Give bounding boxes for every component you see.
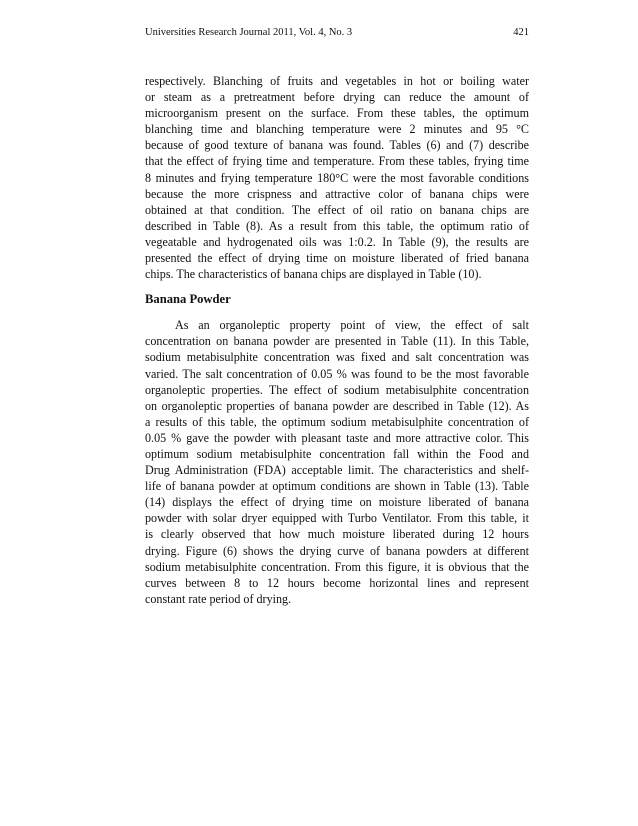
paragraph-line: As an organoleptic property point of view, the effect of salt [175, 318, 529, 333]
paragraph-line: curves between 8 to 12 hours become horizontal lines and represent [145, 575, 529, 590]
paragraph-line: organoleptic properties. The effect of sodium metabisulphite concentration [145, 382, 529, 397]
paragraph-line: described in Table (8). As a result from this table, the optimum ratio of [145, 218, 529, 233]
paragraph-line: 0.05 % gave the powder with pleasant taste and more attractive color. This [145, 430, 529, 445]
paragraph-line: (14) displays the effect of drying time on moisture liberated of banana [145, 495, 529, 510]
paragraph-line: concentration on banana powder are presented in Table (11). In this Table, [145, 334, 529, 349]
paragraph-line: obtained at that condition. The effect of oil ratio on banana chips are [145, 202, 529, 217]
paragraph-line: chips. The characteristics of banana chips are displayed in Table (10). [145, 267, 482, 282]
paragraph-banana-powder [145, 317, 529, 607]
paragraph-line: that the effect of frying time and temperature. From these tables, frying time [145, 154, 529, 169]
paragraph-line: life of banana powder at optimum conditions are shown in Table (13). Table [145, 479, 529, 494]
paragraph-line: optimum sodium metabisulphite concentration fall within the Food and [145, 446, 529, 461]
paragraph-line: vegeatable and hydrogenated oils was 1:0.2. In Table (9), the results are [145, 234, 529, 249]
paragraph-line: 8 minutes and frying temperature 180°C were the most favorable conditions [145, 170, 529, 185]
page-number: 421 [513, 27, 529, 38]
paragraph-line: because of good texture of banana was found. Tables (6) and (7) describe [145, 138, 529, 153]
paragraph-line: blanching time and blanching temperature were 2 minutes and 95 °C [145, 122, 529, 137]
paragraph-line: sodium metabisulphite concentration was fixed and salt concentration was [145, 350, 529, 365]
paragraph-line: or steam as a pretreatment before drying can reduce the amount of [145, 90, 529, 105]
article-body [145, 73, 529, 607]
paragraph-line: microorganism present on the surface. From these tables, the optimum [145, 106, 529, 121]
paragraph-line: powder with solar dryer equipped with Turbo Ventilator. From this table, it [145, 511, 529, 526]
paragraph-line: because the more crispness and attractive color of banana chips were [145, 186, 529, 201]
running-header-journal: Universities Research Journal 2011, Vol. 4, No. 3 [145, 27, 353, 38]
page-header [145, 26, 529, 40]
section-heading: Banana Powder [145, 292, 231, 307]
paragraph-line: sodium metabisulphite concentration. From this figure, it is obvious that the [145, 559, 529, 574]
paragraph-line: drying. Figure (6) shows the drying curve of banana powders at different [145, 543, 529, 558]
paragraph-line: is clearly observed that how much moisture liberated during 12 hours [145, 527, 529, 542]
paragraph-line: presented the effect of drying time on moisture liberated of fried banana [145, 251, 529, 266]
paragraph-continuation [145, 73, 529, 282]
paragraph-line: varied. The salt concentration of 0.05 % was found to be the most favorable [145, 366, 529, 381]
paragraph-line: a results of this table, the optimum sodium metabisulphite concentration of [145, 414, 529, 429]
paragraph-line: Drug Administration (FDA) acceptable limit. The characteristics and shelf- [145, 463, 529, 478]
paragraph-line: respectively. Blanching of fruits and vegetables in hot or boiling water [145, 74, 529, 88]
paragraph-line: on organoleptic properties of banana powder are described in Table (12). As [145, 398, 529, 413]
paragraph-line: constant rate period of drying. [145, 591, 292, 606]
